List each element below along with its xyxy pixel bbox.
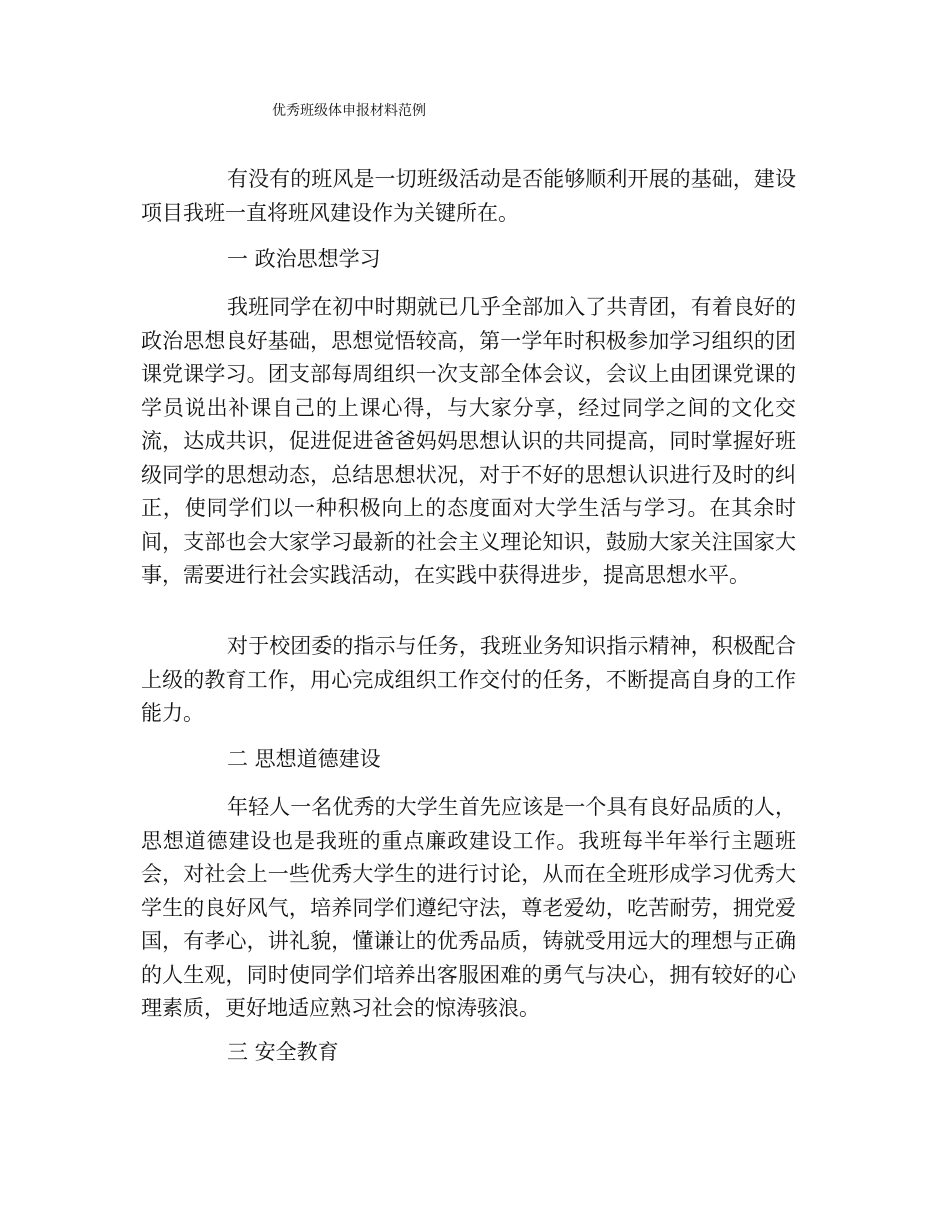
section-heading-morality: 二 思想道德建设	[227, 747, 381, 771]
section-heading-safety: 三 安全教育	[227, 1040, 339, 1064]
document-title: 优秀班级体申报材料范例	[272, 103, 426, 119]
intro-paragraph: 有没有的班风是一切班级活动是否能够顺利开展的基础，建设项目我班一直将班风建设作为关键所在。	[141, 167, 796, 225]
section-politics-paragraph-2: 对于校团委的指示与任务，我班业务知识指示精神，积极配合上级的教育工作，用心完成组织工作交付的任务，不断提高自身的工作能力。	[141, 634, 796, 725]
section-morality-paragraph-1: 年轻人一名优秀的大学生首先应该是一个具有良好品质的人，思想道德建设也是我班的重点廉政建设工作。我班每半年举行主题班会，对社会上一些优秀大学生的进行讨论，从而在全班形成学习优秀大学生的良好风气，培养同学们遵纪守法，尊老爱幼，吃苦耐劳，拥党爱国，有孝心，讲礼貌，懂谦让的优秀品质，铸就受用远大的理想与正确的人生观，同时使同学们培养出客服困难的勇气与决心，拥有较好的心理素质，更好地适应熟习社会的惊涛骇浪。	[141, 795, 796, 1020]
section-heading-politics: 一 政治思想学习	[227, 247, 381, 271]
section-politics-paragraph-1: 我班同学在初中时期就已几乎全部加入了共青团，有着良好的政治思想良好基础，思想觉悟较高，第一学年时积极参加学习组织的团课党课学习。团支部每周组织一次支部全体会议，会议上由团课党课的学员说出补课自己的上课心得，与大家分享，经过同学之间的文化交流，达成共识，促进促进爸爸妈妈思想认识的共同提高，同时掌握好班级同学的思想动态，总结思想状况，对于不好的思想认识进行及时的纠正，使同学们以一种积极向上的态度面对大学生活与学习。在其余时间，支部也会大家学习最新的社会主义理论知识，鼓励大家关注国家大事，需要进行社会实践活动，在实践中获得进步，提高思想水平。	[141, 295, 796, 587]
